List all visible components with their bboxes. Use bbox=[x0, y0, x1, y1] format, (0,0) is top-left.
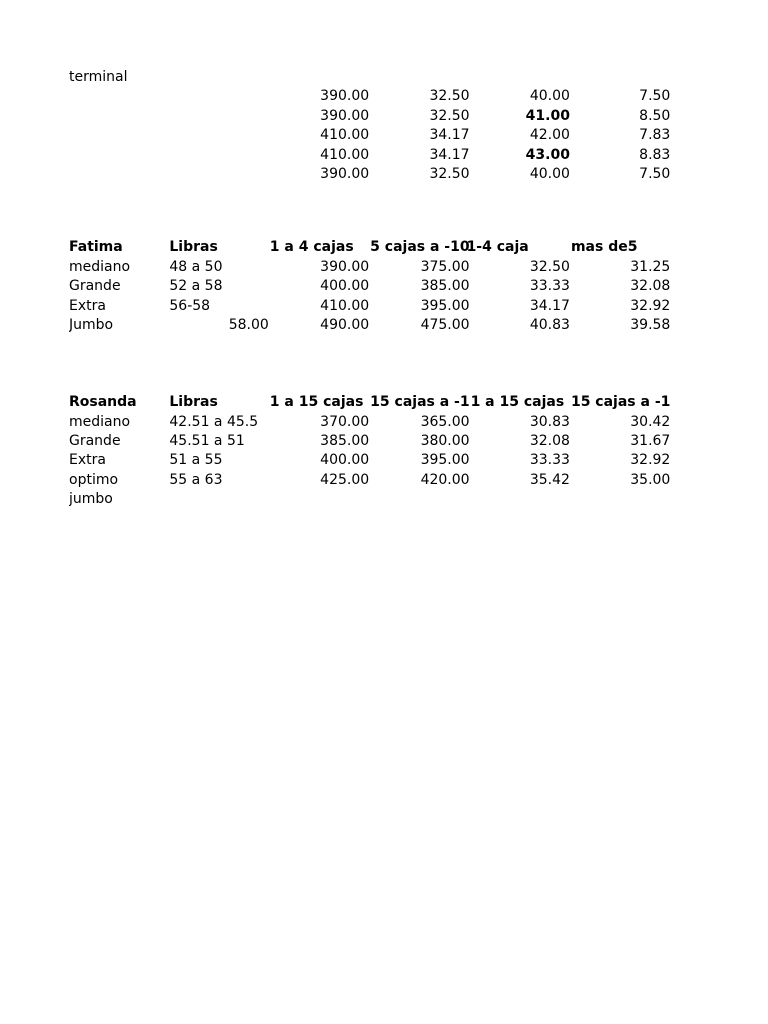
table-row bbox=[69, 297, 669, 316]
spacer bbox=[69, 335, 669, 393]
table-cell[interactable] bbox=[169, 165, 269, 184]
table-row bbox=[69, 490, 669, 509]
table-cell[interactable]: 395.00 bbox=[420, 452, 470, 469]
table-cell[interactable]: 51 a 55 bbox=[169, 452, 223, 469]
table-cell[interactable] bbox=[169, 126, 269, 145]
table-cell[interactable]: 365.00 bbox=[420, 413, 470, 430]
table-cell[interactable] bbox=[169, 68, 269, 87]
table-cell[interactable]: 33.33 bbox=[529, 452, 570, 469]
table-cell[interactable]: 40.00 bbox=[529, 88, 570, 105]
table-cell[interactable]: 31.67 bbox=[630, 433, 671, 450]
table-cell[interactable]: Libras bbox=[169, 239, 218, 256]
table-row bbox=[69, 146, 669, 165]
table-row bbox=[69, 451, 669, 470]
table-cell[interactable]: Grande bbox=[69, 278, 121, 295]
table-cell[interactable]: 30.83 bbox=[529, 413, 570, 430]
table-row bbox=[69, 393, 669, 412]
table-cell[interactable] bbox=[370, 68, 470, 87]
table-cell[interactable]: 7.50 bbox=[639, 88, 671, 105]
table-cell[interactable]: 7.83 bbox=[639, 127, 671, 144]
table-cell[interactable] bbox=[270, 490, 370, 509]
table-cell[interactable] bbox=[370, 490, 470, 509]
table-cell[interactable]: 34.17 bbox=[429, 127, 470, 144]
table-cell[interactable]: Rosanda bbox=[69, 394, 137, 411]
table-cell[interactable]: 370.00 bbox=[320, 413, 370, 430]
table-cell[interactable] bbox=[69, 146, 169, 165]
table-cell[interactable]: 30.42 bbox=[630, 413, 671, 430]
table-cell[interactable]: Extra bbox=[69, 297, 106, 314]
table-cell[interactable]: 5 cajas a -10 bbox=[370, 239, 470, 256]
table-cell[interactable]: 34.17 bbox=[529, 297, 570, 314]
table-cell[interactable] bbox=[69, 87, 169, 106]
table-cell[interactable]: 390.00 bbox=[320, 165, 370, 182]
table-cell[interactable]: 32.92 bbox=[630, 297, 671, 314]
table-cell[interactable]: 420.00 bbox=[420, 471, 470, 488]
table-cell[interactable]: 410.00 bbox=[320, 146, 370, 163]
spacer bbox=[69, 184, 669, 238]
table-cell[interactable]: 32.50 bbox=[429, 88, 470, 105]
table-cell[interactable]: 385.00 bbox=[320, 433, 370, 450]
table-cell[interactable]: 42.00 bbox=[529, 127, 570, 144]
table-cell[interactable]: mediano bbox=[69, 413, 131, 430]
fatima-price-table bbox=[69, 238, 669, 335]
table-cell[interactable]: 1 a 4 cajas bbox=[269, 239, 354, 256]
table-cell[interactable]: 1 a 15 cajas bbox=[269, 394, 364, 411]
table-cell[interactable]: jumbo bbox=[69, 491, 113, 508]
table-cell[interactable]: 34.17 bbox=[429, 146, 470, 163]
table-cell[interactable]: 32.50 bbox=[429, 165, 470, 182]
table-cell[interactable]: 42.51 a 45.5 bbox=[169, 413, 259, 430]
table-cell[interactable]: 45.51 a 51 bbox=[169, 433, 245, 450]
table-cell[interactable] bbox=[69, 126, 169, 145]
table-cell[interactable]: 32.50 bbox=[529, 258, 570, 275]
table-cell[interactable]: 15 cajas a -1 bbox=[570, 394, 671, 411]
table-cell[interactable]: mediano bbox=[69, 258, 131, 275]
table-cell[interactable]: 43.00 bbox=[525, 146, 570, 163]
table-cell[interactable] bbox=[571, 68, 671, 87]
table-cell[interactable]: 380.00 bbox=[420, 433, 470, 450]
table-cell[interactable]: 1-4 caja bbox=[466, 239, 529, 256]
table-cell[interactable] bbox=[169, 490, 269, 509]
spreadsheet-page bbox=[69, 68, 669, 510]
table-cell[interactable]: Grande bbox=[69, 433, 121, 450]
table-cell[interactable]: 32.08 bbox=[630, 278, 671, 295]
table-cell[interactable] bbox=[571, 490, 671, 509]
table-cell[interactable]: 8.83 bbox=[639, 146, 671, 163]
table-row bbox=[69, 126, 669, 145]
table-cell[interactable]: 400.00 bbox=[320, 452, 370, 469]
table-cell[interactable]: 390.00 bbox=[320, 107, 370, 124]
table-cell[interactable] bbox=[270, 68, 370, 87]
table-cell[interactable]: 55 a 63 bbox=[169, 471, 223, 488]
table-row bbox=[69, 432, 669, 451]
table-cell[interactable]: 390.00 bbox=[320, 88, 370, 105]
table-cell[interactable] bbox=[169, 107, 269, 126]
table-cell[interactable]: 31.25 bbox=[630, 258, 671, 275]
table-cell[interactable]: 32.50 bbox=[429, 107, 470, 124]
table-cell[interactable]: 41.00 bbox=[525, 107, 570, 124]
table-cell[interactable]: 385.00 bbox=[420, 278, 470, 295]
table-cell[interactable]: 33.33 bbox=[529, 278, 570, 295]
rosanda-price-table bbox=[69, 393, 669, 509]
table-row bbox=[69, 258, 669, 277]
table-cell[interactable] bbox=[169, 87, 269, 106]
table-cell[interactable]: 475.00 bbox=[420, 316, 470, 333]
table-cell[interactable]: 39.58 bbox=[630, 316, 671, 333]
table-cell[interactable]: 48 a 50 bbox=[169, 258, 223, 275]
table-cell[interactable]: 400.00 bbox=[320, 278, 370, 295]
table-cell[interactable]: 58.00 bbox=[228, 316, 269, 333]
table-cell[interactable]: 15 cajas a -1 bbox=[370, 394, 470, 411]
table-cell[interactable]: 1 a 15 cajas bbox=[470, 394, 565, 411]
table-cell[interactable]: 40.83 bbox=[529, 316, 570, 333]
table-cell[interactable]: 390.00 bbox=[320, 258, 370, 275]
table-cell[interactable] bbox=[471, 68, 571, 87]
table-row bbox=[69, 107, 669, 126]
table-cell[interactable]: 8.50 bbox=[639, 107, 671, 124]
table-cell[interactable]: 375.00 bbox=[420, 258, 470, 275]
table-cell[interactable]: 32.08 bbox=[529, 433, 570, 450]
table-cell[interactable]: 410.00 bbox=[320, 127, 370, 144]
table-cell[interactable]: mas de5 bbox=[570, 239, 638, 256]
terminal-price-table bbox=[69, 68, 669, 184]
table-cell[interactable] bbox=[69, 165, 169, 184]
table-cell[interactable]: 35.00 bbox=[630, 471, 671, 488]
table-cell[interactable]: Extra bbox=[69, 452, 106, 469]
table-cell[interactable]: 35.42 bbox=[529, 471, 570, 488]
table-cell[interactable] bbox=[69, 107, 169, 126]
table-row bbox=[69, 87, 669, 106]
table-row bbox=[69, 471, 669, 490]
table-cell[interactable]: 40.00 bbox=[529, 165, 570, 182]
table-cell[interactable]: terminal bbox=[69, 69, 128, 85]
table-cell[interactable]: Fatima bbox=[69, 239, 123, 256]
table-cell[interactable]: 7.50 bbox=[639, 165, 671, 182]
table-cell[interactable]: optimo bbox=[69, 471, 119, 488]
table-row bbox=[69, 68, 669, 87]
table-row bbox=[69, 316, 669, 335]
table-cell[interactable]: 52 a 58 bbox=[169, 278, 223, 295]
table-cell[interactable]: 32.92 bbox=[630, 452, 671, 469]
table-row bbox=[69, 165, 669, 184]
table-row bbox=[69, 277, 669, 296]
table-cell[interactable] bbox=[471, 490, 571, 509]
table-cell[interactable]: Jumbo bbox=[69, 316, 114, 333]
table-cell[interactable]: 410.00 bbox=[320, 297, 370, 314]
table-row bbox=[69, 238, 669, 257]
table-cell[interactable]: 56-58 bbox=[169, 297, 211, 314]
table-cell[interactable]: 395.00 bbox=[420, 297, 470, 314]
table-cell[interactable]: 490.00 bbox=[320, 316, 370, 333]
table-row bbox=[69, 413, 669, 432]
table-cell[interactable] bbox=[169, 146, 269, 165]
table-cell[interactable]: 425.00 bbox=[320, 471, 370, 488]
table-cell[interactable]: Libras bbox=[169, 394, 218, 411]
